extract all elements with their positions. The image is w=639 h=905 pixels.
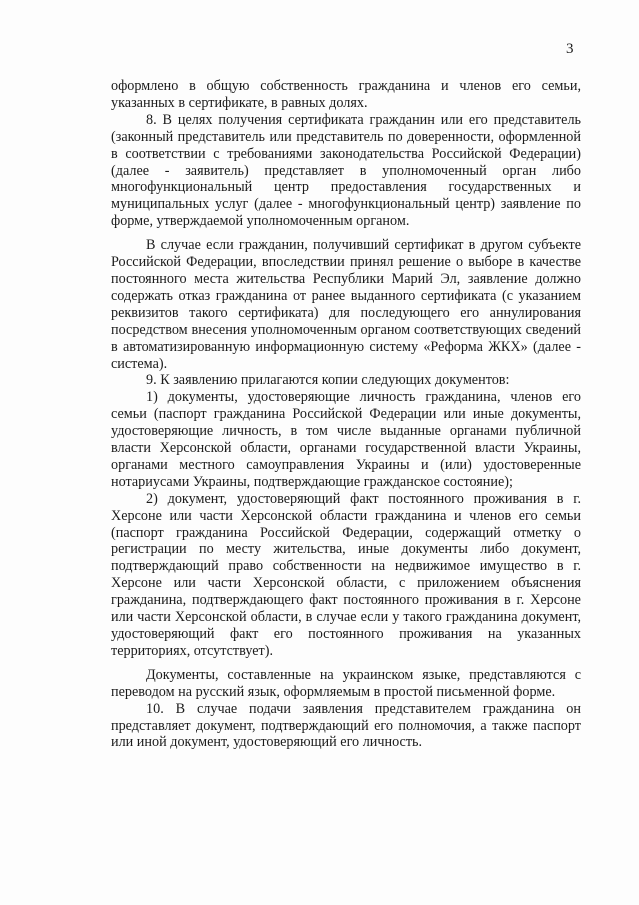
paragraph-item-10: 10. В случае подачи заявления представителем гражданина он представляет документ, подтверждающий его полномочия, а также паспорт или иной документ, удостоверяющий его личность.: [111, 700, 581, 751]
paragraph-continuation: оформлено в общую собственность гражданина и членов его семьи, указанных в сертификате, в равных долях.: [111, 78, 581, 111]
paragraph-subitem-2: 2) документ, удостоверяющий факт постоянного проживания в г. Херсоне или части Херсонской области гражданина и членов его семьи (паспорт гражданина Российской Федерации, содержащий отметку о регистрации по месту жительства, иные документы либо документ, подтверждающий право собственности на недвижимое имущество в г. Херсоне или части Херсонской области, с приложением объяснения гражданина, подтверждающего факт постоянного проживания в г. Херсоне или части Херсонской области, в случае если у такого гражданина документ, удостоверяющий факт его постоянного проживания на указанных территориях, отсутствует).: [111, 490, 581, 659]
paragraph-subitem-1: 1) документы, удостоверяющие личность гражданина, членов его семьи (паспорт гражданина Российской Федерации или иные документы, удостоверяющие личность, в том числе выданные органами публичной власти Херсонской области, органами государственной власти Украины, органами местного самоуправления Украины и (или) удостоверенные нотариусами Украины, подтверждающие гражданское состояние);: [111, 389, 581, 490]
paragraph-other-subject: В случае если гражданин, получивший сертификат в другом субъекте Российской Федерации, впоследствии принял решение о выборе в качестве постоянного места жительства Республики Марий Эл, заявление должно содержать отказ гражданина от ранее выданного сертификата (с указанием реквизитов такого сертификата) для последующего его аннулирования посредством внесения уполномоченным органом соответствующих сведений в автоматизированную информационную систему «Реформа ЖКХ» (далее - система).: [111, 237, 581, 372]
document-body: [111, 78, 581, 751]
paragraph-item-9: 9. К заявлению прилагаются копии следующих документов:: [146, 372, 510, 389]
paragraph-item-8: 8. В целях получения сертификата гражданин или его представитель (законный представитель или представитель по доверенности, оформленной в соответствии с требованиями законодательства Российской Федерации) (далее - заявитель) представляет в уполномоченный орган либо многофункциональный центр предоставления государственных и муниципальных услуг (далее - многофункциональный центр) заявление по форме, утверждаемой уполномоченным органом.: [111, 111, 581, 230]
page-number: 3: [566, 41, 574, 57]
paragraph-ukrainian-documents: Документы, составленные на украинском языке, представляются с переводом на русский язык, оформляемым в простой письменной форме.: [111, 666, 581, 700]
